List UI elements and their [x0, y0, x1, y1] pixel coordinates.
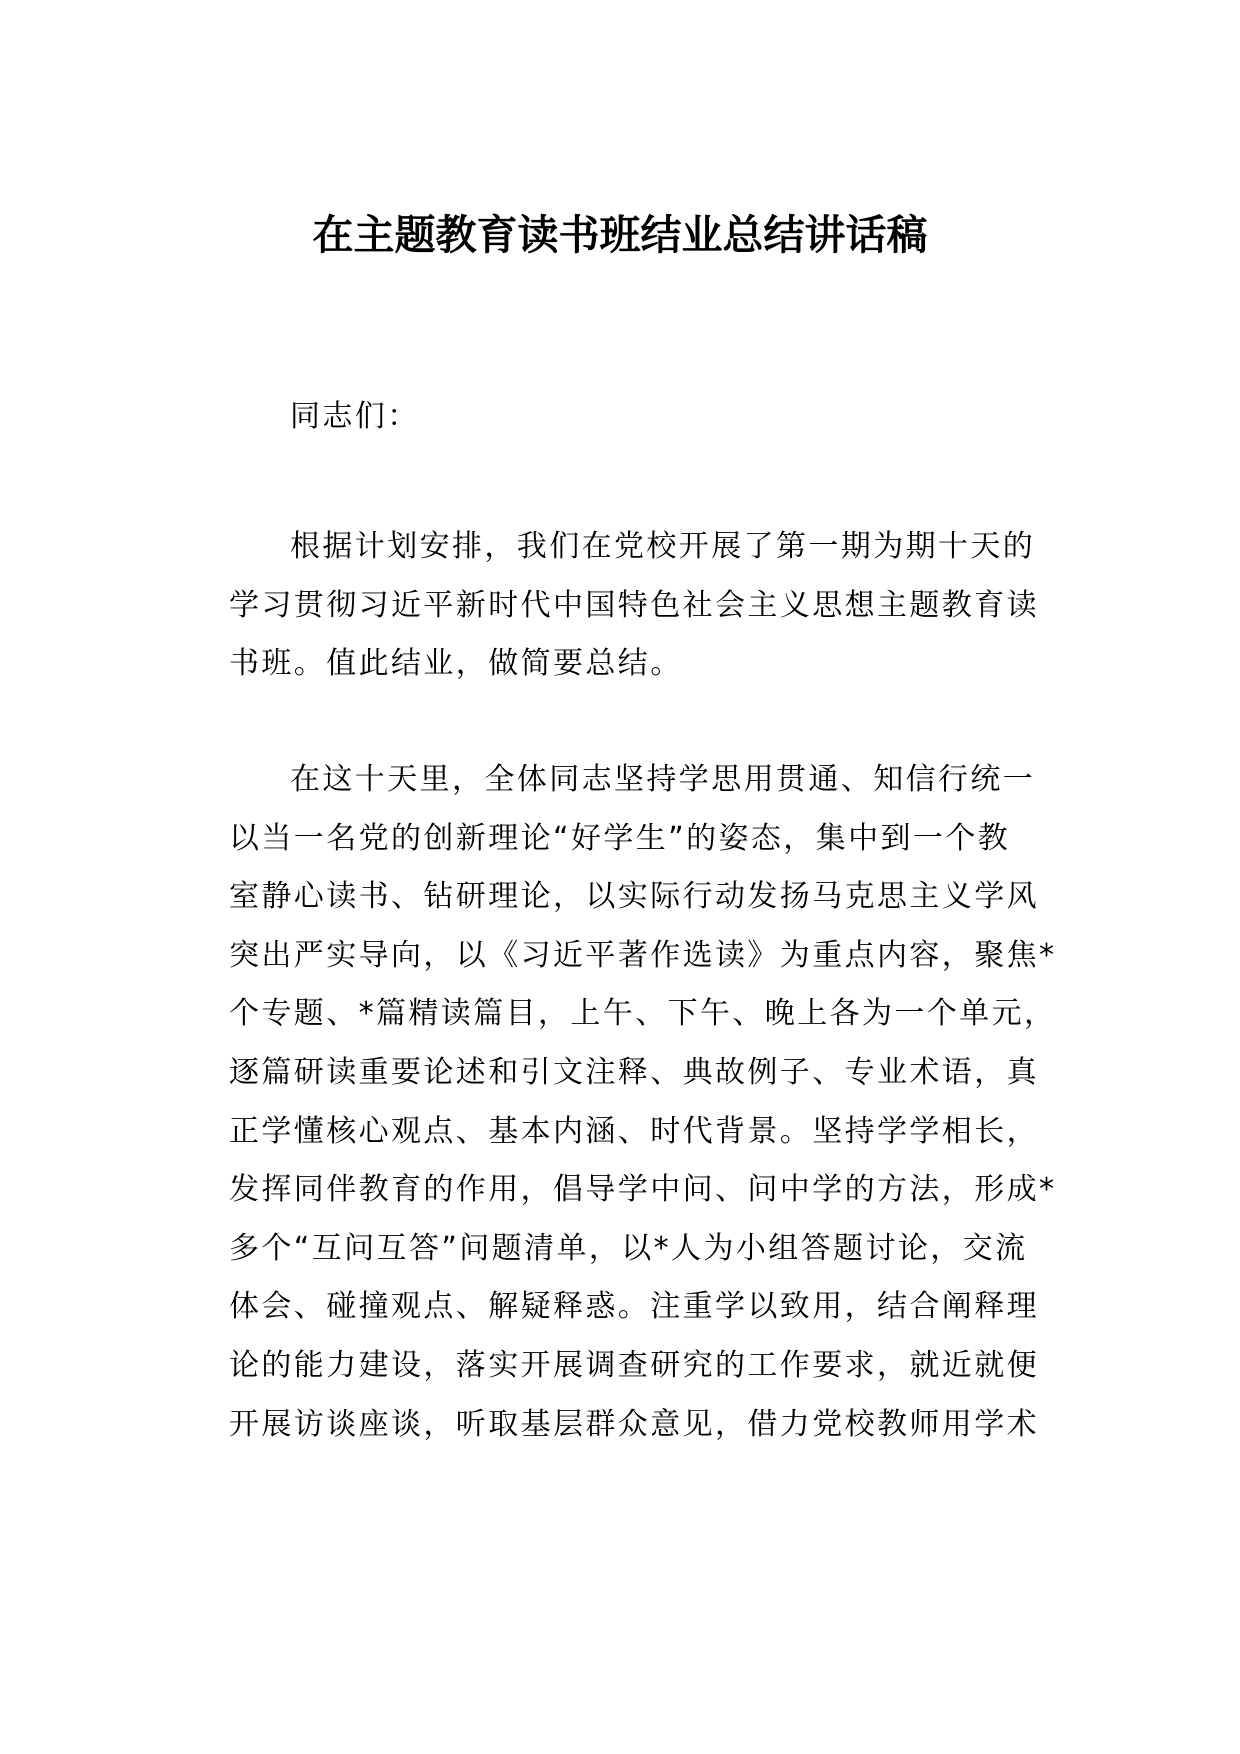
paragraph-line: 在这十天里，全体同志坚持学思用贯通、知信行统一	[290, 762, 1036, 797]
paragraph-line: 个专题、*篇精读篇目，上午、下午、晚上各为一个单元，	[229, 996, 1057, 1032]
paragraph-line: 多个“互问互答”问题清单，以*人为小组答题讨论，交流	[229, 1230, 1028, 1266]
paragraph-line: 体会、碰撞观点、解疑释惑。注重学以致用，结合阐释理	[229, 1289, 1039, 1325]
document-title: 在主题教育读书班结业总结讲话稿	[312, 211, 928, 259]
salutation-text: 同志们：	[290, 399, 420, 434]
paragraph-line: 开展访谈座谈，听取基层群众意见，借力党校教师用学术	[229, 1406, 1039, 1442]
paragraph-2	[168, 751, 1057, 1454]
paragraph-line: 学习贯彻习近平新时代中国特色社会主义思想主题教育读	[229, 587, 1039, 623]
paragraph-line: 室静心读书、钻研理论，以实际行动发扬马克思主义学风	[229, 879, 1039, 915]
paragraph-line: 论的能力建设，落实开展调查研究的工作要求，就近就便	[229, 1347, 1039, 1383]
paragraph-line: 以当一名党的创新理论“好学生”的姿态，集中到一个教	[229, 820, 1011, 856]
paragraph-line: 正学懂核心观点、基本内涵、时代背景。坚持学学相长，	[229, 1113, 1039, 1149]
paragraph-line: 突出严实导向，以《习近平著作选读》为重点内容，聚焦*	[229, 937, 1057, 973]
salutation	[168, 388, 1049, 447]
paragraph-line: 书班。值此结业，做简要总结。	[229, 646, 683, 682]
paragraph-line: 根据计划安排，我们在党校开展了第一期为期十天的	[290, 529, 1036, 564]
paragraph-line: 发挥同伴教育的作用，倡导学中问、问中学的方法，形成*	[229, 1172, 1057, 1208]
paragraph-line: 逐篇研读重要论述和引文注释、典故例子、专业术语，真	[229, 1054, 1039, 1090]
paragraph-1	[168, 518, 1049, 694]
